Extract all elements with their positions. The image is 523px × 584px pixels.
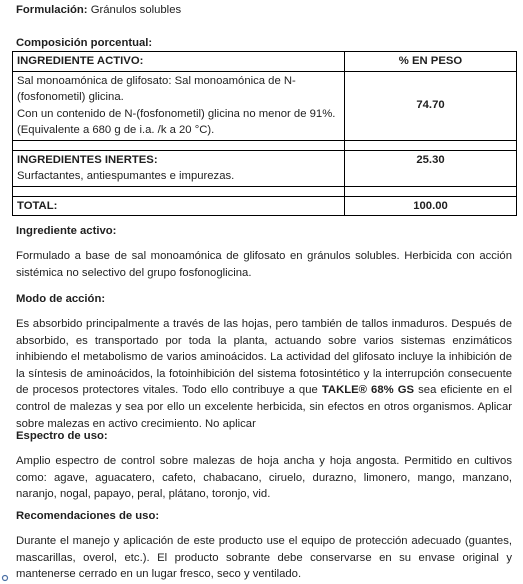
active-line: (fosfonometil) glicina. [17, 91, 124, 103]
total-percent: 100.00 [345, 196, 517, 216]
resize-handle-icon[interactable] [0, 573, 10, 583]
section-text [16, 316, 512, 432]
section-heading: Ingrediente activo: [16, 225, 117, 237]
section-espectro [16, 428, 512, 503]
formulation-label: Formulación: [16, 4, 88, 16]
table-header-row [13, 52, 517, 72]
table-spacer-row [13, 186, 517, 196]
section-heading: Recomendaciones de uso: [16, 510, 160, 522]
formulation-line [16, 4, 181, 16]
header-percent: % EN PESO [345, 52, 517, 72]
active-line: (Equivalente a 680 g de i.a. /k a 20 °C). [17, 124, 215, 136]
inert-ingredient-row [13, 150, 517, 186]
section-ingrediente [16, 223, 512, 281]
section-text: Durante el manejo y aplicación de este producto use el equipo de protección adecuado (guantes, mascarillas, overol, etc.). El producto sobrante debe conservarse en su envase original y mantenerse cerrado en un lugar fresco, seco y ventilado. [16, 535, 512, 581]
section-recomendaciones [16, 508, 512, 583]
composition-table [12, 51, 517, 216]
inert-text: Surfactantes, antiespumantes e impurezas. [17, 170, 235, 182]
table-spacer-row [13, 140, 517, 150]
active-line: Sal monoamónica de glifosato: Sal monoamónica de N- [17, 74, 296, 87]
section-text: Amplio espectro de control sobre malezas de hoja ancha y hoja angosta. Permitido en cultivos como: agave, aguacatero, cafeto, chabacano, ciruelo, durazno, limonero, mango, manzano, naranjo, nogal, papayo, peral, plátano, toronjo, vid. [16, 455, 512, 501]
total-label: TOTAL: [13, 196, 345, 216]
modo-text-after: sea eficiente en el control de malezas y sea por ello un excelente herbicida, sin efectos en otros organismos. Aplicar sobre malezas en activo crecimiento. No aplicar [16, 384, 512, 430]
section-modo [16, 291, 512, 432]
inert-percent: 25.30 [345, 150, 517, 186]
composition-title: Composición porcentual: [16, 37, 153, 49]
inert-label: INGREDIENTES INERTES: [17, 153, 158, 166]
active-ingredient-cell [13, 71, 345, 140]
section-heading: Espectro de uso: [16, 430, 108, 442]
total-row [13, 196, 517, 216]
section-text: Formulado a base de sal monoamónica de glifosato en gránulos solubles. Herbicida con acción sistémica no selectivo del grupo fosfonoglicina. [16, 250, 512, 279]
modo-text-before: Es absorbido principalmente a través de las hojas, pero también de tallos inmaduros. Después de absorbido, es transportado por toda la planta, actuando sobre varios sistemas enzimáticos inhibiendo el metabolismo de varios aminoácidos. La actividad del glifosato incluye la inhibición de la síntesis de aminoácidos, la fotoinhibición del sistema fotosintético y la interrupción consecuente de procesos protectores vitales. Todo ello contribuye a que [16, 318, 512, 397]
section-heading: Modo de acción: [16, 293, 106, 305]
active-ingredient-row [13, 71, 517, 140]
header-ingredient: INGREDIENTE ACTIVO: [13, 52, 345, 72]
active-percent: 74.70 [345, 71, 517, 140]
formulation-value: Gránulos solubles [90, 4, 182, 16]
brand-name: TAKLE® 68% GS [321, 384, 415, 397]
active-line: Con un contenido de N-(fosfonometil) glicina no menor de 91%. [17, 107, 336, 120]
inert-ingredient-cell [13, 150, 345, 186]
